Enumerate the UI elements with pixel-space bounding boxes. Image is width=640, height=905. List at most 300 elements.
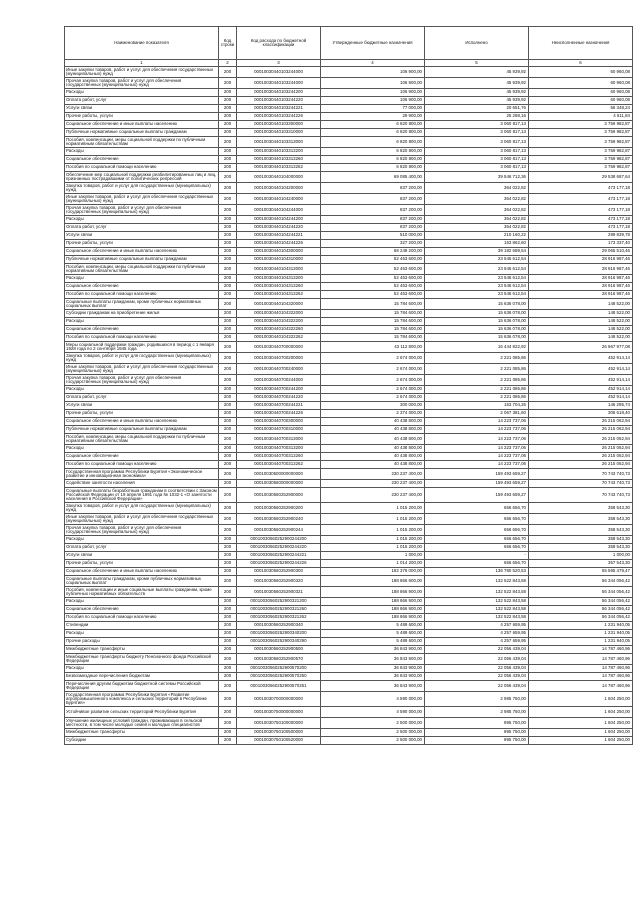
cell-line-code: 200 [219, 148, 237, 156]
cell-approved: 15 784 600,00 [321, 326, 425, 334]
cell-executed: 39 182 689,54 [425, 248, 529, 256]
cell-approved: 40 438 800,00 [321, 461, 425, 469]
cell-approved: 1 015 200,00 [321, 544, 425, 552]
cell-budget-code: 00010030440103300000 [237, 121, 321, 129]
cell-indicator-name: Перечисления другим бюджетам бюджетной системы Российской Федерации [65, 681, 219, 692]
cell-approved: 40 438 800,00 [321, 418, 425, 426]
cell-indicator-name: Расходы [65, 445, 219, 453]
table-row [65, 105, 633, 113]
table-row [65, 172, 633, 183]
cell-line-code: 200 [219, 248, 237, 256]
table-row [65, 587, 633, 598]
table-row [65, 353, 633, 364]
cell-unexecuted: 26 215 062,94 [529, 418, 633, 426]
cell-unexecuted: 1 604 250,00 [529, 692, 633, 707]
cell-line-code: 200 [219, 394, 237, 402]
cell-approved: 188 866 900,00 [321, 576, 425, 587]
table-row [65, 299, 633, 310]
cell-unexecuted: 14 787 460,96 [529, 646, 633, 654]
cell-unexecuted: 148 522,00 [529, 299, 633, 310]
table-row [65, 224, 633, 232]
cell-unexecuted: 29 065 510,46 [529, 248, 633, 256]
cell-indicator-name: Государственная программа Республики Бурятия «Развитие агропромышленного комплекса и сельских территорий в Республике Бурятия» [65, 692, 219, 707]
cell-unexecuted: 357 543,30 [529, 560, 633, 568]
cell-unexecuted: 70 743 740,73 [529, 488, 633, 503]
cell-line-code: 200 [219, 544, 237, 552]
table-row [65, 148, 633, 156]
cell-unexecuted: 148 522,00 [529, 318, 633, 326]
cell-unexecuted: 1 231 940,05 [529, 622, 633, 630]
cell-approved: 1 015 200,00 [321, 503, 425, 514]
cell-line-code: 200 [219, 503, 237, 514]
cell-approved: 29 900,00 [321, 113, 425, 121]
table-row [65, 121, 633, 129]
cell-indicator-name: Услуги связи [65, 232, 219, 240]
table-row [65, 256, 633, 264]
cell-executed: 3 060 817,13 [425, 137, 529, 148]
cell-approved: 52 463 600,00 [321, 283, 425, 291]
table-row [65, 364, 633, 375]
cell-unexecuted: 28 916 987,46 [529, 291, 633, 299]
cell-executed: 2 221 085,86 [425, 375, 529, 386]
cell-line-code: 200 [219, 310, 237, 318]
table-row [65, 729, 633, 737]
cell-budget-code: 00010030440103313262 [237, 164, 321, 172]
cell-executed: 136 780 520,53 [425, 568, 529, 576]
cell-approved: 188 866 900,00 [321, 606, 425, 614]
cell-line-code: 200 [219, 318, 237, 326]
cell-indicator-name: Закупка товаров, работ и услуг для государственных (муниципальных) нужд [65, 353, 219, 364]
cell-unexecuted: 28 916 987,46 [529, 264, 633, 275]
cell-unexecuted: 358 543,30 [529, 544, 633, 552]
cell-indicator-name: Пособия по социальной помощи населению [65, 164, 219, 172]
cell-budget-code: 00010030440104244200 [237, 216, 321, 224]
cell-unexecuted: 148 522,00 [529, 310, 633, 318]
cell-line-code: 200 [219, 375, 237, 386]
table-row [65, 692, 633, 707]
cell-approved: 837 200,00 [321, 216, 425, 224]
cell-unexecuted: 473 177,18 [529, 224, 633, 232]
cell-indicator-name: Пособия по социальной помощи населению [65, 461, 219, 469]
cell-line-code: 200 [219, 364, 237, 375]
cell-line-code: 200 [219, 453, 237, 461]
cell-unexecuted: 55 595 479,47 [529, 568, 633, 576]
cell-budget-code: 00010030440700200000 [237, 353, 321, 364]
cell-indicator-name: Государственная программа Республики Бурятия «Экономическое развитие и инновационная экономика» [65, 469, 219, 480]
cell-approved: 2 674 000,00 [321, 386, 425, 394]
cell-budget-code: 00010030440700244200 [237, 386, 321, 394]
cell-executed: 2 985 750,00 [425, 707, 529, 718]
cell-budget-code: 00010030560252900340 [237, 622, 321, 630]
cell-executed: 2 221 085,86 [425, 386, 529, 394]
cell-budget-code: 00010030560252900340290 [237, 638, 321, 646]
cell-approved: 2 674 000,00 [321, 364, 425, 375]
table-row [65, 707, 633, 718]
cell-line-code: 200 [219, 137, 237, 148]
cell-unexecuted: 148 522,00 [529, 326, 633, 334]
cell-indicator-name: Закупка товаров, работ и услуг для государственных (муниципальных) нужд [65, 503, 219, 514]
cell-indicator-name: Расходы [65, 216, 219, 224]
table-row [65, 232, 633, 240]
cell-budget-code: 00010030440700240000 [237, 364, 321, 375]
cell-approved: 1 015 200,00 [321, 536, 425, 544]
cell-executed: 15 636 078,00 [425, 318, 529, 326]
cell-executed: 656 656,70 [425, 544, 529, 552]
cell-approved: 106 900,00 [321, 97, 425, 105]
cell-unexecuted: 452 914,14 [529, 353, 633, 364]
cell-line-code: 200 [219, 525, 237, 536]
table-row [65, 326, 633, 334]
cell-indicator-name: Прочая закупка товаров, работ и услуг для обеспечения государственных (муниципальных) нужд [65, 375, 219, 386]
table-row [65, 375, 633, 386]
cell-approved: 36 843 900,00 [321, 681, 425, 692]
cell-executed: 22 056 439,04 [425, 646, 529, 654]
cell-executed: 23 546 612,54 [425, 291, 529, 299]
cell-unexecuted: 3 759 982,87 [529, 156, 633, 164]
table-header-row [65, 27, 633, 60]
column-number: 3 [237, 60, 321, 67]
cell-budget-code: 00010030560252900320 [237, 576, 321, 587]
cell-indicator-name: Публичные нормативные социальные выплаты гражданам [65, 426, 219, 434]
cell-approved: 837 200,00 [321, 183, 425, 194]
cell-approved: 40 438 800,00 [321, 426, 425, 434]
table-row [65, 453, 633, 461]
cell-unexecuted: 26 215 062,94 [529, 461, 633, 469]
cell-approved: 36 843 900,00 [321, 654, 425, 665]
cell-budget-code: 00010030560252900570 [237, 654, 321, 665]
cell-indicator-name: Оплата работ, услуг [65, 394, 219, 402]
cell-indicator-name: Обеспечение мер социальной поддержки реабилитированных лиц и лиц, признанных пострадавшими от политических репрессий [65, 172, 219, 183]
cell-indicator-name: Межбюджетные трансферты [65, 646, 219, 654]
cell-unexecuted: 3 759 982,87 [529, 148, 633, 156]
table-row [65, 137, 633, 148]
cell-indicator-name: Расходы [65, 536, 219, 544]
cell-unexecuted: 14 787 460,96 [529, 673, 633, 681]
table-row [65, 418, 633, 426]
cell-approved: 188 866 900,00 [321, 587, 425, 598]
cell-executed: 153 862,60 [425, 240, 529, 248]
cell-indicator-name: Пособия, компенсации, меры социальной поддержки по публичным нормативным обязательствам [65, 434, 219, 445]
cell-line-code: 200 [219, 283, 237, 291]
cell-budget-code: 00010030440103313200 [237, 148, 321, 156]
cell-budget-code: 00010030440103313260 [237, 156, 321, 164]
cell-unexecuted: 14 787 460,96 [529, 654, 633, 665]
cell-unexecuted: 3 759 982,87 [529, 137, 633, 148]
cell-executed: 3 060 817,13 [425, 164, 529, 172]
cell-line-code: 200 [219, 129, 237, 137]
cell-approved: 52 463 600,00 [321, 291, 425, 299]
cell-indicator-name: Пособия по социальной помощи населению [65, 614, 219, 622]
cell-budget-code: 00010030440103244000 [237, 67, 321, 78]
cell-approved: 106 900,00 [321, 78, 425, 89]
cell-line-code: 200 [219, 665, 237, 673]
cell-indicator-name: Оплата работ, услуг [65, 224, 219, 232]
cell-executed: 132 522 843,58 [425, 598, 529, 606]
table-row [65, 78, 633, 89]
cell-indicator-name: Прочие работы, услуги [65, 240, 219, 248]
table-row [65, 552, 633, 560]
cell-indicator-name: Улучшение жилищных условий граждан, проживающих в сельской местности, в том числе молодых семей и молодых специалистов [65, 718, 219, 729]
cell-line-code: 200 [219, 256, 237, 264]
cell-line-code: 200 [219, 445, 237, 453]
cell-unexecuted: 56 344 056,42 [529, 614, 633, 622]
table-row [65, 402, 633, 410]
table-row [65, 560, 633, 568]
table-row [65, 536, 633, 544]
cell-line-code: 200 [219, 488, 237, 503]
cell-line-code: 200 [219, 240, 237, 248]
cell-executed: 656 656,70 [425, 536, 529, 544]
cell-unexecuted: 473 177,18 [529, 183, 633, 194]
cell-line-code: 200 [219, 97, 237, 105]
cell-budget-code: 00010030560252900321262 [237, 614, 321, 622]
column-number: 2 [219, 60, 237, 67]
cell-indicator-name: Расходы [65, 598, 219, 606]
cell-budget-code: 00010030560252900300 [237, 568, 321, 576]
cell-line-code: 200 [219, 172, 237, 183]
header-executed: Исполнено [425, 27, 529, 60]
cell-indicator-name: Прочая закупка товаров, работ и услуг для обеспечения государственных (муниципальных) нужд [65, 205, 219, 216]
cell-unexecuted: 56 344 056,42 [529, 606, 633, 614]
cell-line-code: 200 [219, 707, 237, 718]
cell-line-code: 200 [219, 224, 237, 232]
table-row [65, 525, 633, 536]
table-row [65, 216, 633, 224]
cell-approved: 1 014 200,00 [321, 560, 425, 568]
table-row [65, 503, 633, 514]
table-row [65, 654, 633, 665]
header-budget-code: Код расхода по бюджетной классификации [237, 27, 321, 60]
cell-indicator-name: Прочие работы, услуги [65, 560, 219, 568]
cell-approved: 77 000,00 [321, 105, 425, 113]
cell-executed: 656 656,70 [425, 503, 529, 514]
cell-budget-code: 00010030440104322200 [237, 318, 321, 326]
cell-budget-code: 00010030560252900340200 [237, 630, 321, 638]
cell-budget-code: 00010030440104244221 [237, 232, 321, 240]
table-row [65, 598, 633, 606]
cell-line-code: 200 [219, 646, 237, 654]
cell-executed: 132 522 843,58 [425, 587, 529, 598]
column-number: 1 [65, 60, 219, 67]
table-row [65, 514, 633, 525]
cell-budget-code: 00010030700000000000 [237, 692, 321, 707]
cell-approved: 2 500 000,00 [321, 718, 425, 729]
cell-line-code: 200 [219, 587, 237, 598]
table-row [65, 410, 633, 418]
cell-executed: - [425, 552, 529, 560]
cell-approved: 6 820 800,00 [321, 148, 425, 156]
cell-unexecuted: 26 667 977,08 [529, 342, 633, 353]
cell-budget-code: 00010030440104244000 [237, 205, 321, 216]
cell-line-code: 200 [219, 299, 237, 310]
cell-budget-code: 00010030440700000000 [237, 342, 321, 353]
cell-executed: 15 636 078,00 [425, 334, 529, 342]
column-number: 5 [425, 60, 529, 67]
cell-executed: 16 444 822,92 [425, 342, 529, 353]
cell-line-code: 200 [219, 673, 237, 681]
cell-budget-code: 00010030500000000000 [237, 469, 321, 480]
cell-executed: 364 022,82 [425, 183, 529, 194]
cell-line-code: 200 [219, 560, 237, 568]
table-row [65, 568, 633, 576]
cell-line-code: 200 [219, 461, 237, 469]
cell-line-code: 200 [219, 275, 237, 283]
cell-budget-code: 00010030440104200000 [237, 183, 321, 194]
cell-indicator-name: Социальное обеспечение [65, 283, 219, 291]
cell-budget-code: 00010030750100520000 [237, 737, 321, 745]
cell-approved: 230 237 400,00 [321, 469, 425, 480]
cell-line-code: 200 [219, 121, 237, 129]
cell-budget-code: 00010030440104322262 [237, 334, 321, 342]
table-row [65, 67, 633, 78]
cell-indicator-name: Закупка товаров, работ и услуг для государственных (муниципальных) нужд [65, 183, 219, 194]
cell-line-code: 200 [219, 156, 237, 164]
cell-budget-code: 00010030440104313260 [237, 283, 321, 291]
table-row [65, 194, 633, 205]
table-row [65, 461, 633, 469]
cell-executed: 153 704,26 [425, 402, 529, 410]
cell-executed: 45 939,92 [425, 97, 529, 105]
cell-indicator-name: Социальное обеспечение и иные выплаты населению [65, 121, 219, 129]
table-row [65, 622, 633, 630]
cell-budget-code: 00010030560252900570251 [237, 681, 321, 692]
cell-approved: 2 374 000,00 [321, 410, 425, 418]
cell-indicator-name: Расходы [65, 630, 219, 638]
cell-approved: 1 015 200,00 [321, 525, 425, 536]
cell-line-code: 200 [219, 205, 237, 216]
cell-budget-code: 00010030560252900570200 [237, 665, 321, 673]
table-row [65, 291, 633, 299]
cell-budget-code: 00010030440103313000 [237, 137, 321, 148]
cell-executed: 3 060 817,13 [425, 156, 529, 164]
cell-unexecuted: 60 960,08 [529, 97, 633, 105]
cell-indicator-name: Расходы [65, 318, 219, 326]
header-indicator-name: Наименование показателя [65, 27, 219, 60]
table-row [65, 445, 633, 453]
cell-line-code: 200 [219, 410, 237, 418]
cell-executed: 364 022,82 [425, 224, 529, 232]
table-row [65, 156, 633, 164]
cell-indicator-name: Прочие работы, услуги [65, 410, 219, 418]
cell-indicator-name: Межбюджетные трансферты [65, 729, 219, 737]
table-row [65, 469, 633, 480]
cell-indicator-name: Социальное обеспечение [65, 453, 219, 461]
cell-unexecuted: 70 743 740,73 [529, 480, 633, 488]
column-number: 6 [529, 60, 633, 67]
cell-line-code: 200 [219, 692, 237, 707]
cell-unexecuted: 473 177,18 [529, 194, 633, 205]
cell-approved: 52 463 600,00 [321, 256, 425, 264]
cell-budget-code: 00010030560252900321200 [237, 598, 321, 606]
table-row [65, 544, 633, 552]
cell-approved: 4 590 000,00 [321, 707, 425, 718]
cell-approved: 1 015 200,00 [321, 514, 425, 525]
cell-line-code: 200 [219, 216, 237, 224]
cell-executed: 15 636 078,00 [425, 299, 529, 310]
cell-executed: 22 056 439,04 [425, 681, 529, 692]
cell-budget-code: 00010030440103244226 [237, 113, 321, 121]
budget-execution-table [64, 26, 633, 745]
cell-indicator-name: Расходы [65, 275, 219, 283]
cell-approved: 327 200,00 [321, 240, 425, 248]
cell-indicator-name: Социальные выплаты гражданам, кроме публичных нормативных социальных выплат [65, 576, 219, 587]
cell-budget-code: 00010030560252900244200 [237, 536, 321, 544]
cell-budget-code: 00010030560252900570250 [237, 673, 321, 681]
cell-executed: 4 257 659,95 [425, 638, 529, 646]
cell-budget-code: 00010030560252900321 [237, 587, 321, 598]
cell-line-code: 200 [219, 291, 237, 299]
header-line-code: Код строки [219, 27, 237, 60]
cell-budget-code: 00010030750000000000 [237, 707, 321, 718]
cell-budget-code: 00010030440700244226 [237, 410, 321, 418]
cell-executed: 2 221 085,86 [425, 353, 529, 364]
table-row [65, 386, 633, 394]
cell-indicator-name: Стипендии [65, 622, 219, 630]
cell-budget-code: 00010030750100500000 [237, 729, 321, 737]
table-row [65, 718, 633, 729]
cell-budget-code: 00010030440104313000 [237, 264, 321, 275]
cell-approved: 188 866 900,00 [321, 614, 425, 622]
cell-executed: 23 546 612,54 [425, 256, 529, 264]
cell-line-code: 200 [219, 469, 237, 480]
table-row [65, 488, 633, 503]
cell-executed: 22 056 439,04 [425, 665, 529, 673]
cell-approved: 40 438 800,00 [321, 453, 425, 461]
cell-approved: 69 085 400,00 [321, 172, 425, 183]
cell-unexecuted: 1 231 940,05 [529, 638, 633, 646]
table-row [65, 264, 633, 275]
table-row [65, 283, 633, 291]
cell-budget-code: 00010030560252900244 [237, 525, 321, 536]
cell-executed: 159 493 659,27 [425, 488, 529, 503]
cell-budget-code: 00010030750100000000 [237, 718, 321, 729]
cell-approved: 510 000,00 [321, 232, 425, 240]
cell-approved: 36 843 900,00 [321, 665, 425, 673]
cell-approved: 2 500 000,00 [321, 737, 425, 745]
cell-line-code: 200 [219, 654, 237, 665]
cell-executed: 4 257 659,95 [425, 630, 529, 638]
cell-approved: 6 820 800,00 [321, 121, 425, 129]
table-row [65, 673, 633, 681]
cell-unexecuted: 1 604 250,00 [529, 737, 633, 745]
cell-executed: 25 288,16 [425, 113, 529, 121]
column-number-row [65, 60, 633, 67]
table-row [65, 665, 633, 673]
cell-indicator-name: Пособия по социальной помощи населению [65, 334, 219, 342]
cell-unexecuted: 452 914,14 [529, 364, 633, 375]
cell-executed: 656 656,70 [425, 514, 529, 525]
cell-approved: 2 674 000,00 [321, 394, 425, 402]
cell-unexecuted: 146 295,74 [529, 402, 633, 410]
cell-unexecuted: 26 215 062,94 [529, 445, 633, 453]
header-unexecuted: Неисполненные назначения [529, 27, 633, 60]
cell-executed: 656 656,70 [425, 560, 529, 568]
cell-approved: 188 866 900,00 [321, 598, 425, 606]
cell-line-code: 200 [219, 418, 237, 426]
cell-unexecuted: 358 543,30 [529, 503, 633, 514]
cell-budget-code: 00010030440104240000 [237, 194, 321, 205]
cell-executed: 2 067 381,60 [425, 410, 529, 418]
cell-indicator-name: Социальное обеспечение [65, 326, 219, 334]
cell-approved: 5 489 600,00 [321, 638, 425, 646]
cell-indicator-name: Безвозмездные перечисления бюджетам [65, 673, 219, 681]
cell-unexecuted: 26 215 062,94 [529, 434, 633, 445]
cell-unexecuted: 1 604 250,00 [529, 707, 633, 718]
cell-executed: 3 060 817,13 [425, 148, 529, 156]
cell-executed: 364 022,82 [425, 216, 529, 224]
cell-approved: 837 200,00 [321, 194, 425, 205]
cell-line-code: 200 [219, 576, 237, 587]
